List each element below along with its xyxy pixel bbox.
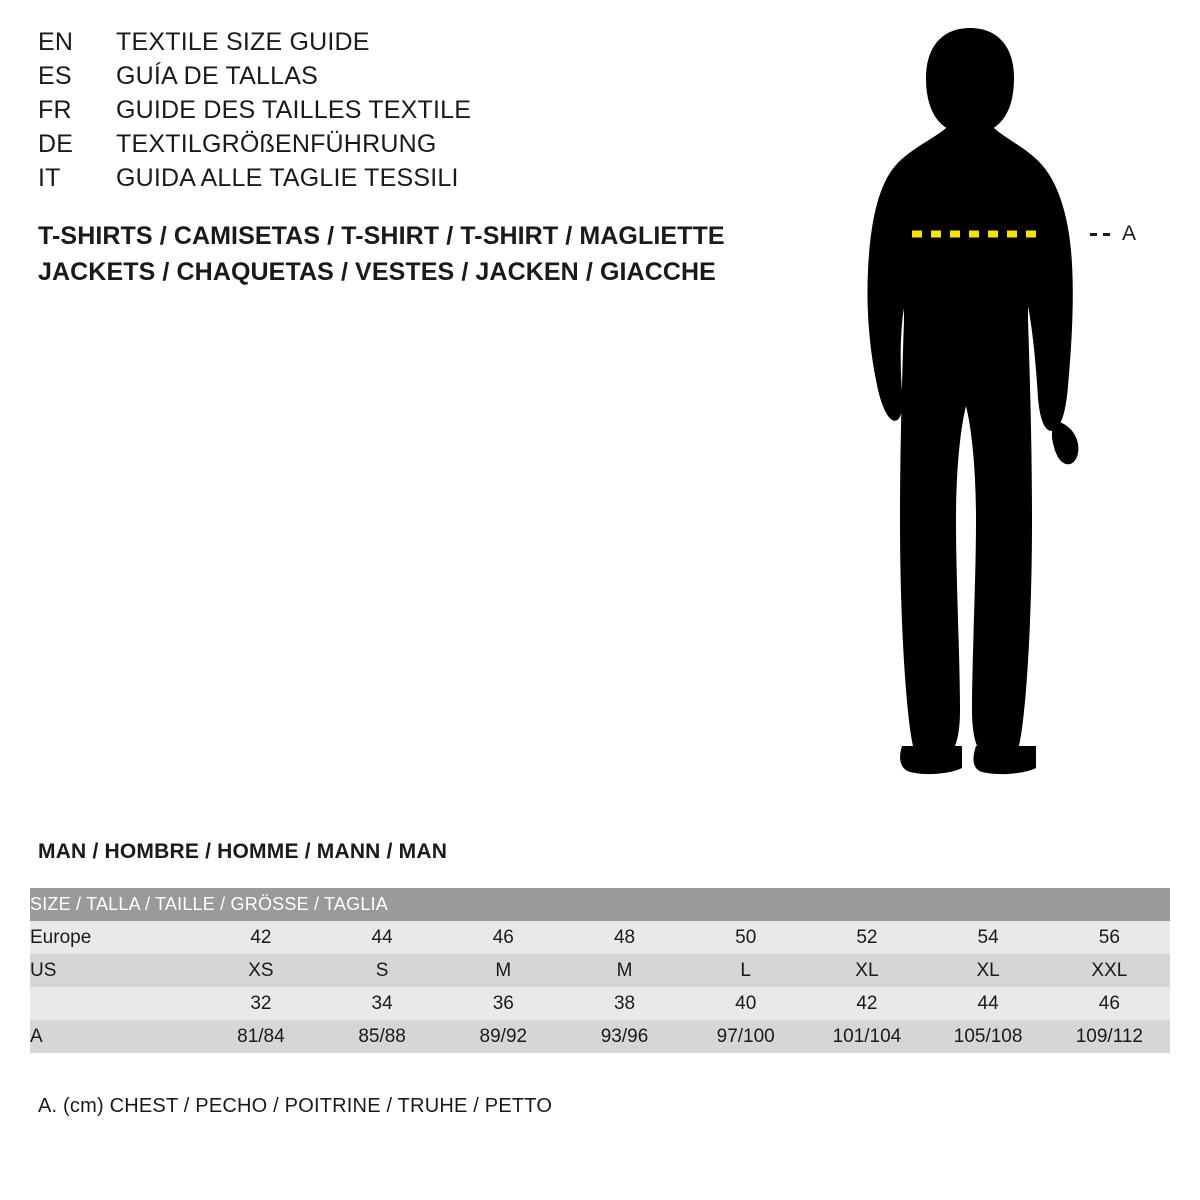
cell-value: S bbox=[322, 954, 443, 987]
language-title: GUIDA ALLE TAGLIE TESSILI bbox=[116, 164, 459, 192]
language-title: TEXTILGRÖßENFÜHRUNG bbox=[116, 130, 437, 158]
language-row bbox=[38, 130, 738, 164]
cell-value: 101/104 bbox=[806, 1020, 927, 1053]
cell-value: 52 bbox=[806, 921, 927, 954]
cell-value: 81/84 bbox=[200, 1020, 321, 1053]
category-tshirts: T-SHIRTS / CAMISETAS / T-SHIRT / T-SHIRT / MAGLIETTE bbox=[38, 222, 725, 250]
cell-value: 44 bbox=[322, 921, 443, 954]
dashed-leader-icon bbox=[1090, 233, 1116, 236]
cell-value: 42 bbox=[806, 987, 927, 1020]
row-label: US bbox=[30, 954, 200, 987]
table-row bbox=[30, 954, 1170, 987]
category-jackets: JACKETS / CHAQUETAS / VESTES / JACKEN / GIACCHE bbox=[38, 258, 716, 286]
category-list bbox=[38, 218, 798, 290]
cell-value: 56 bbox=[1049, 921, 1170, 954]
cell-value: 50 bbox=[685, 921, 806, 954]
cell-value: 54 bbox=[928, 921, 1049, 954]
cell-value: XL bbox=[928, 954, 1049, 987]
table-row bbox=[30, 987, 1170, 1020]
cell-value: 44 bbox=[928, 987, 1049, 1020]
language-row bbox=[38, 96, 738, 130]
row-label bbox=[30, 987, 200, 1020]
section-title-man: MAN / HOMBRE / HOMME / MANN / MAN bbox=[38, 840, 448, 863]
row-label: Europe bbox=[30, 921, 200, 954]
language-code: ES bbox=[38, 62, 72, 90]
language-code: FR bbox=[38, 96, 72, 124]
cell-value: XS bbox=[200, 954, 321, 987]
cell-value: M bbox=[443, 954, 564, 987]
cell-value: 97/100 bbox=[685, 1020, 806, 1053]
cell-value: XXL bbox=[1049, 954, 1170, 987]
cell-value: 36 bbox=[443, 987, 564, 1020]
measure-a-callout bbox=[1090, 222, 1136, 246]
language-code: DE bbox=[38, 130, 74, 158]
language-list bbox=[38, 28, 738, 198]
cell-value: 46 bbox=[443, 921, 564, 954]
cell-value: 32 bbox=[200, 987, 321, 1020]
row-label: A bbox=[30, 1020, 200, 1053]
language-row bbox=[38, 62, 738, 96]
cell-value: 40 bbox=[685, 987, 806, 1020]
cell-value: XL bbox=[806, 954, 927, 987]
language-code: IT bbox=[38, 164, 61, 192]
table-header-row bbox=[30, 888, 1170, 921]
language-title: GUÍA DE TALLAS bbox=[116, 62, 318, 90]
cell-value: 42 bbox=[200, 921, 321, 954]
language-row bbox=[38, 28, 738, 62]
cell-value: L bbox=[685, 954, 806, 987]
cell-value: M bbox=[564, 954, 685, 987]
language-title: TEXTILE SIZE GUIDE bbox=[116, 28, 370, 56]
measure-a-label: A bbox=[1122, 222, 1137, 245]
man-silhouette-icon bbox=[830, 20, 1170, 790]
cell-value: 89/92 bbox=[443, 1020, 564, 1053]
cell-value: 105/108 bbox=[928, 1020, 1049, 1053]
table-row bbox=[30, 1020, 1170, 1053]
cell-value: 48 bbox=[564, 921, 685, 954]
cell-value: 34 bbox=[322, 987, 443, 1020]
size-table bbox=[30, 888, 1170, 1053]
cell-value: 85/88 bbox=[322, 1020, 443, 1053]
man-silhouette-figure bbox=[830, 20, 1170, 790]
cell-value: 38 bbox=[564, 987, 685, 1020]
language-title: GUIDE DES TAILLES TEXTILE bbox=[116, 96, 472, 124]
cell-value: 109/112 bbox=[1049, 1020, 1170, 1053]
cell-value: 93/96 bbox=[564, 1020, 685, 1053]
table-header-label: SIZE / TALLA / TAILLE / GRÖSSE / TAGLIA bbox=[30, 888, 1170, 921]
cell-value: 46 bbox=[1049, 987, 1170, 1020]
language-code: EN bbox=[38, 28, 74, 56]
footnote-chest: A. (cm) CHEST / PECHO / POITRINE / TRUHE / PETTO bbox=[38, 1095, 553, 1117]
table-row bbox=[30, 921, 1170, 954]
language-row bbox=[38, 164, 738, 198]
